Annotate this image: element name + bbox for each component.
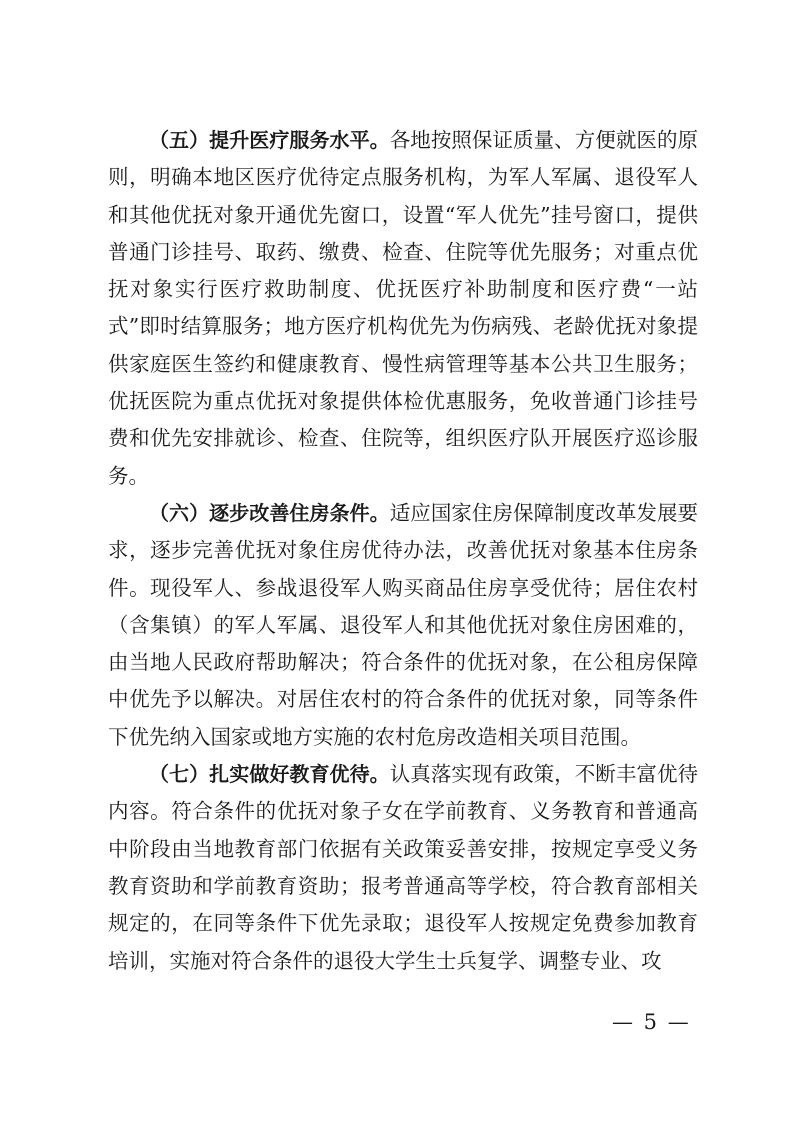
document-body: [108, 122, 698, 980]
section-heading-seven: （七）扎实做好教育优待。: [149, 762, 390, 787]
paragraph-medical-services: [108, 122, 698, 495]
paragraph-body: 认真落实现有政策，不断丰富优待内容。符合条件的优抚对象子女在学前教育、义务教育和普通高中阶段由当地教育部门依据有关政策妥善安排，按规定享受义务教育资助和学前教育资助；报考普通高等学校，符合教育部相关规定的，在同等条件下优先录取；退役军人按规定免费参加教育培训，实施对符合条件的退役大学生士兵复学、调整专业、攻: [108, 762, 699, 973]
paragraph-housing: [108, 495, 698, 756]
paragraph-education: [108, 756, 698, 980]
section-heading-six: （六）逐步改善住房条件。: [149, 500, 390, 525]
paragraph-body: 适应国家住房保障制度改革发展要求，逐步完善优抚对象住房优待办法，改善优抚对象基本住房条件。现役军人、参战退役军人购买商品住房享受优待；居住农村（含集镇）的军人军属、退役军人和其他优抚对象住房困难的，由当地人民政府帮助解决；符合条件的优抚对象，在公租房保障中优先予以解决。对居住农村的符合条件的优抚对象，同等条件下优先纳入国家或地方实施的农村危房改造相关项目范围。: [108, 500, 699, 749]
paragraph-body: 各地按照保证质量、方便就医的原则，明确本地区医疗优待定点服务机构，为军人军属、退役军人和其他优抚对象开通优先窗口，设置“军人优先”挂号窗口，提供普通门诊挂号、取药、缴费、检查、住院等优先服务；对重点优抚对象实行医疗救助制度、优抚医疗补助制度和医疗费“一站式”即时结算服务；地方医疗机构优先为伤病残、老龄优抚对象提供家庭医生签约和健康教育、慢性病管理等基本公共卫生服务；优抚医院为重点优抚对象提供体检优惠服务，免收普通门诊挂号费和优先安排就诊、检查、住院等，组织医疗队开展医疗巡诊服务。: [108, 128, 699, 488]
section-heading-five: （五）提升医疗服务水平。: [149, 128, 390, 152]
page-number: — 5 —: [612, 1010, 691, 1034]
